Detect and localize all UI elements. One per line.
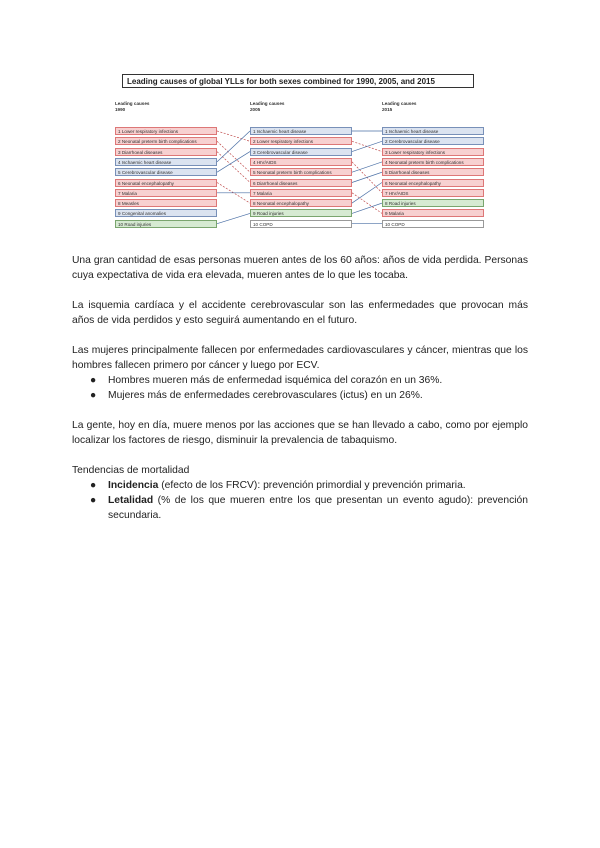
rank-box: 4 HIV/AIDS [250, 158, 352, 166]
rank-box: 6 Diarrhoeal diseases [250, 179, 352, 187]
bullet-icon: ● [90, 375, 97, 386]
rank-box: 3 Lower respiratory infections [382, 148, 484, 156]
rank-box: 2 Lower respiratory infections [250, 137, 352, 145]
column-label: Leading causes [250, 101, 285, 106]
rank-box: 7 Malaria [115, 189, 217, 197]
rank-change-line [352, 183, 382, 204]
trend-term: Letalidad [108, 495, 154, 506]
rank-box: 6 Neonatal encephalopathy [382, 179, 484, 187]
rank-change-line [217, 131, 250, 162]
figure-title: Leading causes of global YLLs for both sexes combined for 1990, 2005, and 2015 [122, 74, 474, 88]
rank-box: 7 Malaria [250, 189, 352, 197]
list-item-text: Hombres mueren más de enfermedad isquémica del corazón en un 36%. [108, 375, 443, 386]
rank-box: 2 Cerebrovascular disease [382, 137, 484, 145]
rank-change-line [352, 172, 382, 182]
rank-change-line [217, 152, 250, 183]
rank-box: 5 Diarrhoeal diseases [382, 168, 484, 176]
rank-box: 9 Road injuries [250, 209, 352, 217]
rank-change-line [217, 141, 250, 172]
trend-term: Incidencia [108, 480, 159, 491]
column-year: 1990 [115, 107, 126, 112]
rank-box: 9 Malaria [382, 209, 484, 217]
paragraph-yll: Una gran cantidad de esas personas mueren antes de los 60 años: años de vida perdida. Personas cuya expectativa de vida era elevada, mueren antes de lo que les tocaba. [72, 255, 528, 281]
paragraph-risk-factors: La gente, hoy en día, muere menos por las acciones que se han llevado a cabo, como por ejemplo localizar los factores de riesgo, disminuir la prevalencia de tabaquismo. [72, 420, 528, 446]
column-year: 2015 [382, 107, 393, 112]
rank-box: 6 Neonatal encephalopathy [115, 179, 217, 187]
rank-box: 5 Cerebrovascular disease [115, 168, 217, 176]
rank-box: 9 Congenital anomalies [115, 209, 217, 217]
rank-change-line [217, 131, 250, 141]
paragraph-sex-differences: Las mujeres principalmente fallecen por enfermedades cardiovasculares y cáncer, mientras que los hombres fallecen primero por cáncer y luego por ECV. [72, 345, 528, 371]
column-year: 2005 [250, 107, 261, 112]
rank-change-line [217, 152, 250, 173]
list-item [72, 388, 528, 403]
trends-list [72, 478, 528, 523]
bullet-icon: ● [90, 495, 97, 506]
rank-box: 1 Ischaemic heart disease [382, 127, 484, 135]
rank-change-line [217, 213, 250, 223]
list-item [72, 493, 528, 523]
rank-change-line [352, 193, 382, 214]
rank-box: 8 Neonatal encephalopathy [250, 199, 352, 207]
rank-box: 10 COPD [250, 220, 352, 228]
yll-figure [112, 72, 488, 236]
rank-box: 8 Measles [115, 199, 217, 207]
paragraph-ischemia: La isquemia cardíaca y el accidente cerebrovascular son las enfermedades que provocan más años de vida perdidos y esto seguirá aumentando en el futuro. [72, 300, 528, 326]
rank-box: 10 COPD [382, 220, 484, 228]
trend-description: (% de los que mueren entre los que presentan un evento agudo): prevención secundaria. [108, 495, 528, 521]
body-text [72, 253, 528, 523]
column-label: Leading causes [115, 101, 150, 106]
bullet-icon: ● [90, 480, 97, 491]
rank-box: 7 HIV/AIDS [382, 189, 484, 197]
rank-box: 2 Neonatal preterm birth complications [115, 137, 217, 145]
rank-box: 4 Ischaemic heart disease [115, 158, 217, 166]
list-item-text: Mujeres más de enfermedades cerebrovasculares (ictus) en un 26%. [108, 390, 423, 401]
rank-box: 4 Neonatal preterm birth complications [382, 158, 484, 166]
sex-differences-list [72, 373, 528, 403]
trends-heading: Tendencias de mortalidad [72, 465, 190, 476]
rank-box: 1 Lower respiratory infections [115, 127, 217, 135]
list-item [72, 478, 528, 493]
rank-box: 3 Cerebrovascular disease [250, 148, 352, 156]
rank-box: 8 Road injuries [382, 199, 484, 207]
rank-box: 1 Ischaemic heart disease [250, 127, 352, 135]
column-label: Leading causes [382, 101, 417, 106]
rank-change-line [352, 203, 382, 213]
list-item [72, 373, 528, 388]
rank-box: 3 Diarrhoeal diseases [115, 148, 217, 156]
rank-change-line [352, 162, 382, 172]
trend-description: (efecto de los FRCV): prevención primordial y prevención primaria. [158, 480, 466, 491]
bullet-icon: ● [90, 390, 97, 401]
rank-box: 5 Neonatal preterm birth complications [250, 168, 352, 176]
rank-box: 10 Road injuries [115, 220, 217, 228]
